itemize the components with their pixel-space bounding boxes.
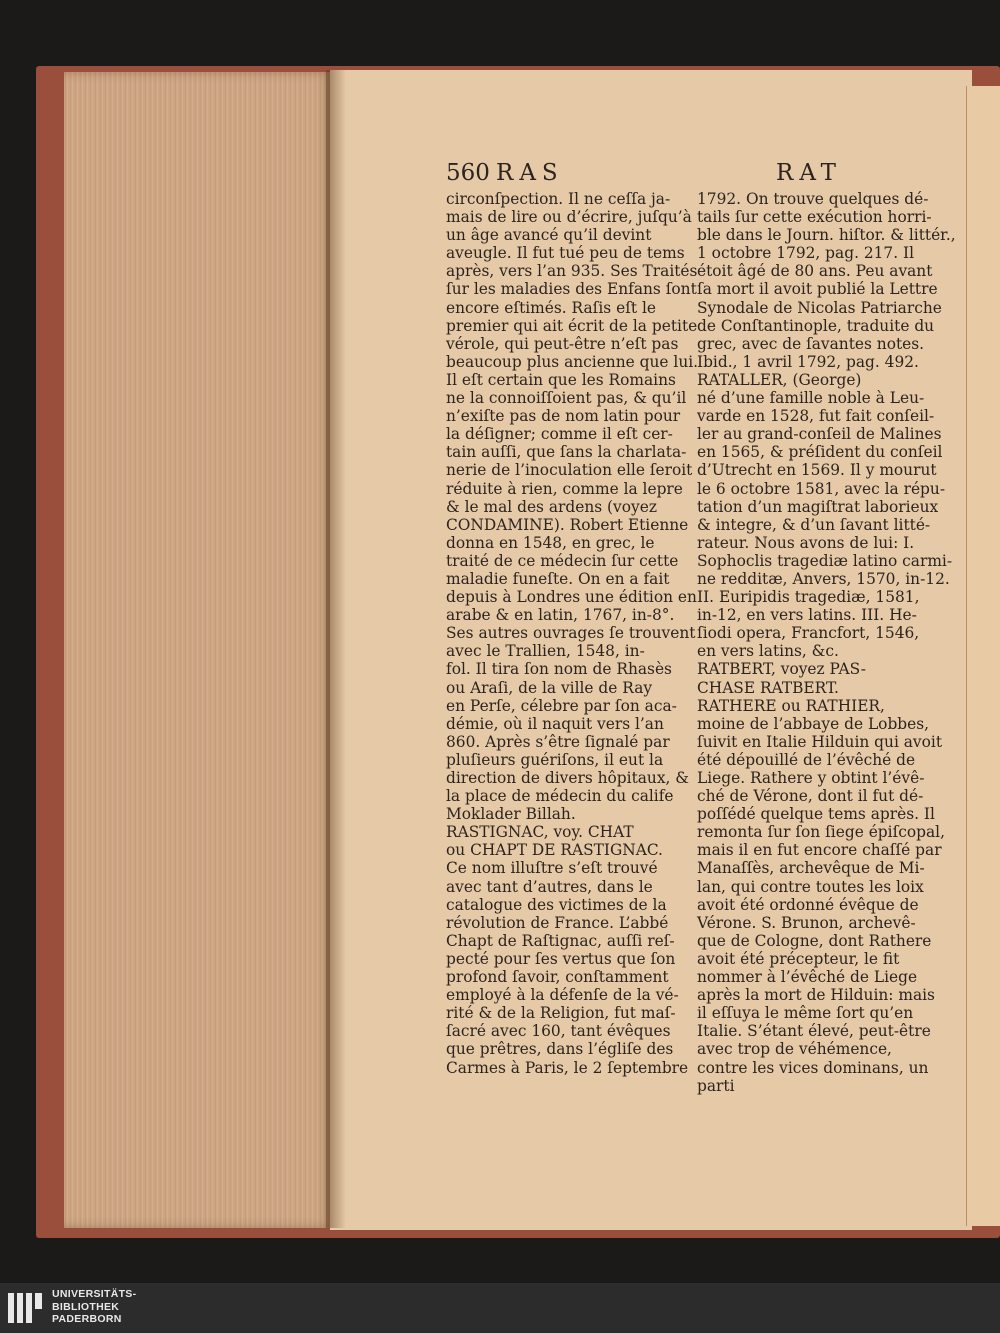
text-line: rité & de la Religion, fut maſ- xyxy=(446,1004,676,1023)
text-line: Sophoclis tragediæ latino carmi- xyxy=(697,551,953,570)
text-line: ou CHAPT DE RASTIGNAC. xyxy=(446,841,663,860)
text-line: Vérone. S. Brunon, archevê- xyxy=(697,913,916,932)
library-name-line3: PADERBORN xyxy=(52,1313,122,1325)
text-line: avec le Trallien, 1548, in- xyxy=(446,642,645,661)
text-line: tain auſſi, que ſans la charlata- xyxy=(446,443,687,462)
text-line: avoit été précepteur, le fit xyxy=(697,949,900,968)
text-line: nommer à l’évêché de Liege xyxy=(697,968,918,987)
text-line: Italie. S’étant élevé, peut-être xyxy=(697,1022,931,1041)
text-line: réduite à rien, comme la lepre xyxy=(446,479,683,498)
text-line: d’Utrecht en 1569. Il y mourut xyxy=(697,461,937,480)
text-line: grec, avec de ſavantes notes. xyxy=(697,334,925,353)
page-number: 560 xyxy=(446,160,490,186)
text-line: avoit été ordonné évêque de xyxy=(697,895,919,914)
text-line: démie, où il naquit vers l’an xyxy=(446,714,664,733)
text-line: tails ſur cette exécution horri- xyxy=(697,208,932,227)
text-line: RASTIGNAC, voy. CHAT xyxy=(446,823,634,842)
text-line: lan, qui contre toutes les loix xyxy=(697,877,924,896)
text-line: il eſſuya le même ſort qu’en xyxy=(697,1004,914,1023)
text-line: pluſieurs guériſons, il eut la xyxy=(446,750,664,769)
text-line: de Conſtantinople, traduite du xyxy=(697,316,935,335)
text-line: en vers latins, &c. xyxy=(697,642,839,661)
text-line: direction de divers hôpitaux, & xyxy=(446,769,690,787)
text-line: catalogue des victimes de la xyxy=(446,895,667,914)
text-line: 1 octobre 1792, pag. 217. Il xyxy=(697,244,915,263)
text-line: né d’une famille noble à Leu- xyxy=(697,389,925,408)
text-line: vérole, qui peut-être n’eſt pas xyxy=(446,334,679,353)
text-line: un âge avancé qu’il devint xyxy=(446,226,652,245)
text-line: en Perſe, célebre par ſon aca- xyxy=(446,696,677,715)
text-line: Carmes à Paris, le 2 ſeptembre xyxy=(446,1058,689,1077)
text-line: remonta ſur ſon ſiege épiſcopal, xyxy=(697,823,946,842)
next-page-edge xyxy=(966,86,1000,1226)
text-line: ne redditæ, Anvers, 1570, in-12. xyxy=(697,569,950,588)
running-header xyxy=(446,160,928,192)
text-line: ſacré avec 160, tant évêques xyxy=(446,1022,671,1041)
text-column-left xyxy=(446,190,699,1077)
text-line: ou Araſi, de la ville de Ray xyxy=(446,678,653,697)
text-line: RATBERT, voyez PAS- xyxy=(697,660,866,679)
text-line: mais il en fut encore chaſſé par xyxy=(697,841,942,860)
text-line: Ses autres ouvrages ſe trouvent xyxy=(446,624,696,643)
text-line: encore eſtimés. Raſis eſt le xyxy=(446,298,656,317)
text-line: circonſpection. Il ne ceſſa ja- xyxy=(446,190,671,208)
text-line: ſiodi opera, Francfort, 1546, xyxy=(697,624,920,643)
text-line: poſſédé quelque tems après. Il xyxy=(697,805,935,824)
text-line: depuis à Londres une édition en xyxy=(446,588,697,607)
text-line: beaucoup plus ancienne que lui. xyxy=(446,352,699,371)
text-column-right xyxy=(697,190,956,1095)
text-line: mais de lire ou d’écrire, juſqu’à xyxy=(446,208,692,227)
text-line: révolution de France. L’abbé xyxy=(446,913,669,932)
text-line: Liege. Rathere y obtint l’évê- xyxy=(697,769,925,787)
text-line: RATHERE ou RATHIER, xyxy=(697,696,885,715)
text-line: la déſigner; comme il eſt cer- xyxy=(446,425,673,444)
text-line: II. Euripidis tragediæ, 1581, xyxy=(697,588,920,607)
library-logo-icon xyxy=(6,1289,44,1327)
library-footer xyxy=(0,1283,1000,1333)
header-right: RAT xyxy=(776,160,843,186)
text-line: ble dans le Journ. hiſtor. & littér., xyxy=(697,226,956,245)
text-line: & le mal des ardens (voyez xyxy=(446,497,657,516)
text-line: employé à la défenſe de la vé- xyxy=(446,986,679,1005)
text-line: avec tant d’autres, dans le xyxy=(446,877,653,896)
library-name-line1: UNIVERSITÄTS- xyxy=(52,1288,137,1300)
text-line: tation d’un magiſtrat laborieux xyxy=(697,497,939,516)
header-left: RAS xyxy=(496,160,564,186)
text-line: Moklader Billah. xyxy=(446,805,576,824)
text-line: Chapt de Raſtignac, auſſi reſ- xyxy=(446,931,675,950)
text-line: Manaſſès, archevêque de Mi- xyxy=(697,859,925,878)
text-line: Ce nom illuſtre s’eſt trouvé xyxy=(446,859,658,878)
text-line: maladie funeſte. On en a fait xyxy=(446,569,670,588)
text-line: moine de l’abbaye de Lobbes, xyxy=(697,714,930,733)
text-line: RATALLER, (George) xyxy=(697,370,862,389)
page-gutter xyxy=(326,70,346,1228)
text-line: contre les vices dominans, un xyxy=(697,1058,929,1077)
text-line: ſur les maladies des Enfans ſont xyxy=(446,280,697,299)
text-line: été dépouillé de l’évêché de xyxy=(697,750,916,769)
text-line: ler au grand-conſeil de Malines xyxy=(697,425,942,444)
library-name-line2: BIBLIOTHEK xyxy=(52,1300,120,1313)
library-name xyxy=(52,1288,136,1326)
text-line: le 6 octobre 1581, avec la répu- xyxy=(697,479,946,498)
text-line: varde en 1528, fut fait conſeil- xyxy=(697,407,935,426)
page-edges xyxy=(64,72,332,1228)
text-line: après la mort de Hilduin: mais xyxy=(697,986,935,1005)
text-line: Il eſt certain que les Romains xyxy=(446,370,676,389)
text-line: fol. Il tira ſon nom de Rhasès xyxy=(446,660,672,679)
text-line: que prêtres, dans l’égliſe des xyxy=(446,1040,674,1059)
text-line: arabe & en latin, 1767, in-8°. xyxy=(446,606,675,625)
text-line: étoit âgé de 80 ans. Peu avant xyxy=(697,262,933,281)
text-line: ché de Vérone, dont il fut dé- xyxy=(697,787,924,806)
text-line: ſuivit en Italie Hilduin qui avoit xyxy=(697,732,943,751)
text-line: 860. Après s’être ſignalé par xyxy=(446,732,670,751)
text-line: 1792. On trouve quelques dé- xyxy=(697,190,929,208)
text-line: rateur. Nous avons de lui: I. xyxy=(697,533,915,552)
text-line: Ibid., 1 avril 1792, pag. 492. xyxy=(697,352,919,371)
text-line: CONDAMINE). Robert Etienne xyxy=(446,515,689,534)
text-line: la place de médecin du calife xyxy=(446,787,674,806)
text-line: Synodale de Nicolas Patriarche xyxy=(697,298,942,317)
text-line: que de Cologne, dont Rathere xyxy=(697,931,932,950)
text-line: in-12, en vers latins. III. He- xyxy=(697,606,917,625)
text-line: parti xyxy=(697,1076,735,1095)
text-line: profond ſavoir, conſtamment xyxy=(446,968,669,987)
text-line: n’exiſte pas de nom latin pour xyxy=(446,407,681,426)
text-line: premier qui ait écrit de la petite xyxy=(446,316,698,335)
text-line: & integre, & d’un ſavant litté- xyxy=(697,515,931,534)
text-line: aveugle. Il fut tué peu de tems xyxy=(446,244,685,263)
text-line: ſa mort il avoit publié la Lettre xyxy=(697,280,938,299)
text-line: pecté pour ſes vertus que ſon xyxy=(446,949,676,968)
text-line: ne la connoiſſoient pas, & qu’il xyxy=(446,389,687,408)
text-line: donna en 1548, en grec, le xyxy=(446,533,655,552)
text-line: CHASE RATBERT. xyxy=(697,678,839,697)
text-line: traité de ce médecin ſur cette xyxy=(446,551,679,570)
text-line: avec trop de véhémence, xyxy=(697,1040,892,1059)
text-line: après, vers l’an 935. Ses Traités xyxy=(446,262,698,281)
text-line: en 1565, & préſident du conſeil xyxy=(697,443,943,462)
text-line: nerie de l’inoculation elle ſeroit xyxy=(446,461,693,480)
